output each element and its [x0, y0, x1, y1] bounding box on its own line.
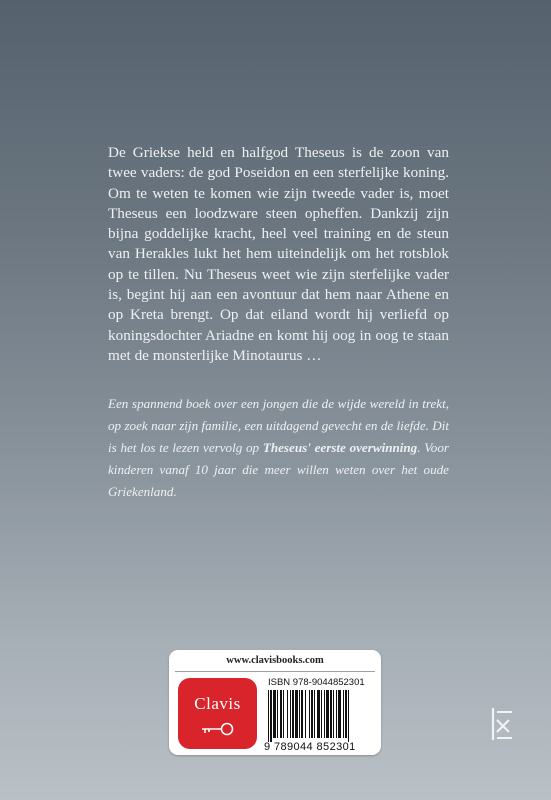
- publisher-url: www.clavisbooks.com: [226, 655, 324, 666]
- tagline-part-1: Een spannend boek over een jongen die de wijde wereld in trekt, op zoek naar zijn familie, een uitdagend gevecht en de liefde. Dit is het los te lezen vervolg op: [108, 396, 449, 456]
- barcode: [266, 690, 378, 742]
- barcode-digits: 9 789044 852301: [264, 741, 356, 753]
- previous-book-title: Theseus' eerste overwinning: [262, 440, 418, 456]
- publisher-logo: [178, 678, 257, 749]
- barcode-panel: [169, 650, 381, 755]
- blurb-text: De Griekse held en halfgod Theseus is de zoon van twee vaders: de god Poseidon en een sterfelijke koning. Om te weten te komen wie zijn tweede vader is, moet Theseus een loodzware steen opheffen. Dankzij zijn bijna goddelijke kracht, heel veel training en de steun van Herakles lukt het hem uiteindelijk om het rotsblok op te tillen. Nu Theseus weet wie zijn sterfelijke vader is, begint hij aan een avontuur dat hem naar Athene en op Kreta brengt. Op dat eiland wordt hij verliefd op koningsdochter Ariadne en komt hij oog in oog te staan met de monsterlijke Minotaurus …: [108, 144, 449, 364]
- publisher-logo-text: Clavis: [194, 694, 241, 713]
- isbn-label: ISBN 978-9044852301: [268, 677, 365, 688]
- divider: [175, 671, 375, 672]
- tagline-text: [108, 393, 449, 503]
- publisher-corner-logo: [485, 706, 515, 742]
- key-icon: [200, 720, 236, 740]
- tagline-part-2: . Voor kinderen vanaf 10 jaar die meer willen weten over het oude Griekenland.: [108, 440, 449, 500]
